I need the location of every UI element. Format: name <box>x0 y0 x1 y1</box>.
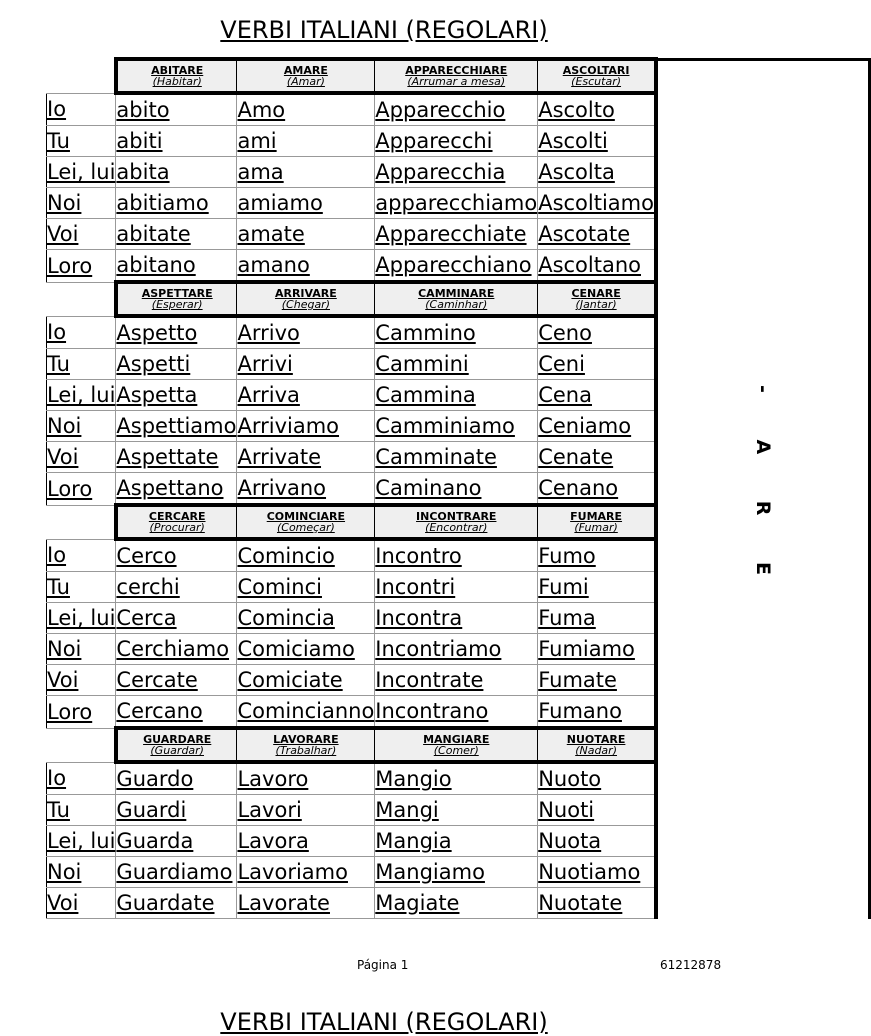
verb-conjugation-table <box>46 57 871 919</box>
conjugation-cell: Aspettate <box>116 442 237 473</box>
pronoun-cell: Noi <box>47 188 116 219</box>
conjugation-cell: Apparecchia <box>375 157 538 188</box>
verb-header-cell <box>375 728 538 762</box>
conjugation-cell: Mangi <box>375 795 538 826</box>
verb-infinitive: INCONTRARE <box>416 510 497 523</box>
header-blank-cell <box>47 59 116 93</box>
conjugation-cell: Incontri <box>375 572 538 603</box>
conjugation-cell: ama <box>237 157 375 188</box>
next-page-title: VERBI ITALIANI (REGOLARI) <box>220 1008 548 1036</box>
conjugation-cell: amiamo <box>237 188 375 219</box>
verb-header-cell <box>538 728 656 762</box>
conjugation-cell: Cenano <box>538 473 656 506</box>
conjugation-cell: Arrivi <box>237 349 375 380</box>
verb-infinitive: ASPETTARE <box>141 287 213 300</box>
page-number: Página 1 <box>357 958 409 972</box>
header-blank-cell <box>47 505 116 539</box>
conjugation-cell: Comincio <box>237 539 375 572</box>
pronoun-cell: Noi <box>47 634 116 665</box>
conjugation-cell: Ascolto <box>538 93 656 126</box>
conjugation-cell: Mangio <box>375 762 538 795</box>
conjugation-cell: Cenate <box>538 442 656 473</box>
pronoun-cell: Lei, lui <box>47 826 116 857</box>
header-blank-cell <box>47 728 116 762</box>
conjugation-cell: abito <box>116 93 237 126</box>
verb-header-cell <box>538 282 656 316</box>
verb-infinitive: NUOTARE <box>566 733 626 746</box>
conjugation-cell: Nuota <box>538 826 656 857</box>
conjugation-cell: Camminiamo <box>375 411 538 442</box>
conjugation-cell: Nuoti <box>538 795 656 826</box>
conjugation-cell: Incontro <box>375 539 538 572</box>
pronoun-cell: Io <box>47 93 116 126</box>
verb-translation: (Chegar) <box>281 298 330 311</box>
verb-header-cell <box>375 505 538 539</box>
conjugation-cell: Ceniamo <box>538 411 656 442</box>
conjugation-cell: Cena <box>538 380 656 411</box>
verb-header-cell <box>237 505 375 539</box>
verb-infinitive: LAVORARE <box>273 733 339 746</box>
conjugation-cell: Ascolta <box>538 157 656 188</box>
side-label-column <box>656 59 870 919</box>
pronoun-cell: Voi <box>47 219 116 250</box>
verb-header-cell <box>237 59 375 93</box>
conjugation-cell: Cammini <box>375 349 538 380</box>
conjugation-cell: Nuoto <box>538 762 656 795</box>
verb-translation: (Encontrar) <box>425 521 488 534</box>
verb-infinitive: COMINCIARE <box>266 510 346 523</box>
header-blank-cell <box>47 282 116 316</box>
conjugation-cell: Incontra <box>375 603 538 634</box>
pronoun-cell: Loro <box>47 696 116 729</box>
pronoun-cell: Tu <box>47 795 116 826</box>
conjugation-cell: Cammino <box>375 316 538 349</box>
conjugation-cell: Comincianno <box>237 696 375 729</box>
conjugation-cell: Lavoro <box>237 762 375 795</box>
conjugation-cell: Guardo <box>116 762 237 795</box>
conjugation-cell: amano <box>237 250 375 283</box>
conjugation-cell: Ascolti <box>538 126 656 157</box>
side-label: - A R E <box>752 384 775 595</box>
conjugation-cell: abitate <box>116 219 237 250</box>
verb-translation: (Habitar) <box>152 75 202 88</box>
conjugation-cell: Comiciate <box>237 665 375 696</box>
verb-infinitive: AMARE <box>283 64 328 77</box>
conjugation-cell: Fumano <box>538 696 656 729</box>
verb-infinitive: CAMMINARE <box>418 287 495 300</box>
conjugation-cell: Amo <box>237 93 375 126</box>
verb-translation: (Jantar) <box>575 298 617 311</box>
document-code: 61212878 <box>660 958 722 972</box>
pronoun-cell: Lei, lui <box>47 380 116 411</box>
conjugation-cell: Apparecchiano <box>375 250 538 283</box>
conjugation-cell: Comincia <box>237 603 375 634</box>
verb-infinitive: ABITARE <box>151 64 204 77</box>
conjugation-cell: abiti <box>116 126 237 157</box>
pronoun-cell: Lei, lui <box>47 157 116 188</box>
conjugation-cell: Cercano <box>116 696 237 729</box>
conjugation-cell: Lavorate <box>237 888 375 919</box>
conjugation-cell: abita <box>116 157 237 188</box>
verb-translation: (Amar) <box>286 75 325 88</box>
verb-translation: (Guardar) <box>150 744 204 757</box>
conjugation-cell: Mangiamo <box>375 857 538 888</box>
verb-translation: (Trabalhar) <box>275 744 337 757</box>
conjugation-cell: Aspetti <box>116 349 237 380</box>
conjugation-cell: Aspetta <box>116 380 237 411</box>
verb-infinitive: FUMARE <box>570 510 623 523</box>
pronoun-cell: Tu <box>47 572 116 603</box>
conjugation-cell: Fumi <box>538 572 656 603</box>
conjugation-cell: Fumo <box>538 539 656 572</box>
conjugation-cell: Ascotate <box>538 219 656 250</box>
verb-header-cell <box>116 728 237 762</box>
conjugation-cell: Fumate <box>538 665 656 696</box>
conjugation-cell: Caminano <box>375 473 538 506</box>
pronoun-cell: Lei, lui <box>47 603 116 634</box>
conjugation-cell: Arrivo <box>237 316 375 349</box>
conjugation-cell: Ceni <box>538 349 656 380</box>
verb-header-cell <box>538 505 656 539</box>
conjugation-cell: Nuotate <box>538 888 656 919</box>
conjugation-cell: Arriviamo <box>237 411 375 442</box>
conjugation-cell: Fumiamo <box>538 634 656 665</box>
pronoun-cell: Loro <box>47 250 116 283</box>
conjugation-cell: Arriva <box>237 380 375 411</box>
verb-infinitive: GUARDARE <box>143 733 212 746</box>
conjugation-cell: Aspettano <box>116 473 237 506</box>
conjugation-cell: amate <box>237 219 375 250</box>
conjugation-cell: Guarda <box>116 826 237 857</box>
conjugation-cell: Fuma <box>538 603 656 634</box>
verb-infinitive: CERCARE <box>148 510 206 523</box>
verb-header-cell <box>116 505 237 539</box>
conjugation-cell: Aspettiamo <box>116 411 237 442</box>
conjugation-cell: Nuotiamo <box>538 857 656 888</box>
verb-header-cell <box>375 59 538 93</box>
pronoun-cell: Tu <box>47 349 116 380</box>
verb-translation: (Escutar) <box>571 75 622 88</box>
conjugation-cell: Incontrano <box>375 696 538 729</box>
conjugation-cell: Apparecchi <box>375 126 538 157</box>
pronoun-cell: Loro <box>47 473 116 506</box>
verb-translation: (Começar) <box>276 521 335 534</box>
verb-infinitive: CENARE <box>571 287 621 300</box>
verb-header-cell <box>375 282 538 316</box>
conjugation-cell: Cercate <box>116 665 237 696</box>
verb-translation: (Esperar) <box>151 298 203 311</box>
conjugation-cell: abitano <box>116 250 237 283</box>
conjugation-cell: Cerchiamo <box>116 634 237 665</box>
conjugation-cell: Ascoltiamo <box>538 188 656 219</box>
verb-infinitive: ASCOLTARI <box>562 64 630 77</box>
conjugation-cell: Cammina <box>375 380 538 411</box>
conjugation-cell: ami <box>237 126 375 157</box>
conjugation-cell: Cominci <box>237 572 375 603</box>
conjugation-cell: cerchi <box>116 572 237 603</box>
conjugation-cell: Lavora <box>237 826 375 857</box>
conjugation-cell: Magiate <box>375 888 538 919</box>
conjugation-cell: Guardi <box>116 795 237 826</box>
verb-translation: (Comer) <box>433 744 479 757</box>
pronoun-cell: Noi <box>47 857 116 888</box>
verb-translation: (Caminhar) <box>425 298 488 311</box>
verb-translation: (Procurar) <box>149 521 205 534</box>
conjugation-cell: Arrivate <box>237 442 375 473</box>
conjugation-cell: Lavoriamo <box>237 857 375 888</box>
conjugation-cell: Ascoltano <box>538 250 656 283</box>
conjugation-cell: Guardate <box>116 888 237 919</box>
verb-header-row <box>47 59 870 93</box>
conjugation-cell: Camminate <box>375 442 538 473</box>
pronoun-cell: Tu <box>47 126 116 157</box>
verb-header-cell <box>237 282 375 316</box>
conjugation-cell: abitiamo <box>116 188 237 219</box>
verb-infinitive: ARRIVARE <box>274 287 337 300</box>
conjugation-cell: Incontrate <box>375 665 538 696</box>
conjugation-cell: apparecchiamo <box>375 188 538 219</box>
verb-header-cell <box>538 59 656 93</box>
conjugation-cell: Cerco <box>116 539 237 572</box>
conjugation-cell: Ceno <box>538 316 656 349</box>
verb-infinitive: MANGIARE <box>423 733 490 746</box>
page-title: VERBI ITALIANI (REGOLARI) <box>220 16 548 44</box>
conjugation-cell: Cerca <box>116 603 237 634</box>
pronoun-cell: Io <box>47 762 116 795</box>
verb-header-cell <box>116 59 237 93</box>
verb-infinitive: APPARECCHIARE <box>405 64 508 77</box>
conjugation-cell: Incontriamo <box>375 634 538 665</box>
conjugation-cell: Arrivano <box>237 473 375 506</box>
conjugation-cell: Mangia <box>375 826 538 857</box>
conjugation-cell: Apparecchiate <box>375 219 538 250</box>
conjugation-cell: Aspetto <box>116 316 237 349</box>
verb-translation: (Nadar) <box>575 744 617 757</box>
conjugation-cell: Comiciamo <box>237 634 375 665</box>
pronoun-cell: Io <box>47 539 116 572</box>
pronoun-cell: Voi <box>47 888 116 919</box>
conjugation-cell: Guardiamo <box>116 857 237 888</box>
pronoun-cell: Io <box>47 316 116 349</box>
conjugation-cell: Apparecchio <box>375 93 538 126</box>
verb-translation: (Fumar) <box>574 521 618 534</box>
verb-header-cell <box>237 728 375 762</box>
conjugation-cell: Lavori <box>237 795 375 826</box>
pronoun-cell: Voi <box>47 665 116 696</box>
verb-translation: (Arrumar a mesa) <box>407 75 506 88</box>
verb-header-cell <box>116 282 237 316</box>
pronoun-cell: Noi <box>47 411 116 442</box>
pronoun-cell: Voi <box>47 442 116 473</box>
